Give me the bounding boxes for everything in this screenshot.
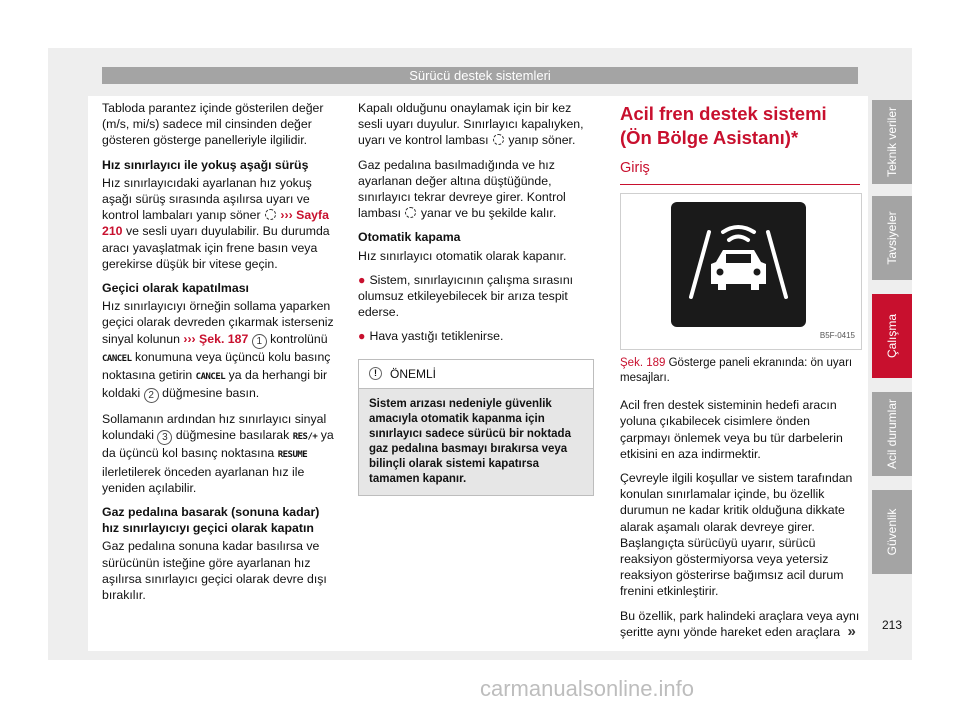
- section-header: Sürücü destek sistemleri: [102, 67, 858, 84]
- heading-temporary-off: Geçici olarak kapatılması: [102, 281, 249, 296]
- column-middle: [358, 100, 594, 496]
- speed-limiter-warning-icon: [493, 134, 504, 145]
- figure-code: B5F-0415: [819, 331, 855, 340]
- subsection-title: Giriş: [620, 160, 860, 185]
- paragraph: Sollamanın ardından hız sınırlayıcı sinyal kolundaki 3 düğmesine basılarak RES/+ ya da üçüncü kol basınç noktasına RESUME ilerletilerek önceden ayarlanan hız ile yeniden açılabilir.: [102, 412, 334, 495]
- tab-calisma[interactable]: Çalışma: [872, 294, 912, 378]
- column-left: [102, 100, 338, 611]
- section-title: Acil fren destek sistemi (Ön Bölge Asistanı)*: [620, 103, 827, 148]
- bullet-icon: ●: [358, 272, 366, 287]
- watermark: carmanualsonline.info: [480, 676, 695, 701]
- tab-teknik-veriler[interactable]: Teknik veriler: [872, 100, 912, 184]
- speed-limiter-warning-icon: [265, 209, 276, 220]
- notice-body: Sistem arızası nedeniyle güvenlik amacıyla otomatik kapanma için sınırlayıcı sadece sürücü bir noktada gaz pedalına basmayı bırakırsa veya bilinçli olarak sistemi kapatırsa tamamen kapanır.: [359, 389, 593, 495]
- paragraph: Hız sınırlayıcıyı örneğin sollama yaparken geçici olarak devreden çıkarmak isterseniz sinyal kolunun ››› Şek. 187 1 kontrolünü CANCEL konumuna veya üçüncü kolu basınç noktasına getirin CANCEL ya da herhangi bir koldaki 2 düğmesine basın.: [102, 299, 334, 402]
- tab-acil-durumlar[interactable]: Acil durumlar: [872, 392, 912, 476]
- figure-reference-link[interactable]: ››› Şek. 187: [183, 331, 249, 346]
- notice-header: [359, 360, 593, 389]
- exclamation-icon: !: [369, 367, 382, 380]
- callout-number: 3: [157, 430, 172, 445]
- callout-number: 2: [144, 388, 159, 403]
- paragraph: Kapalı olduğunu onaylamak için bir kez sesli uyarı duyulur. Sınırlayıcı kapalıyken, uyarı ve kontrol lambası yanıp söner.: [358, 101, 584, 148]
- page-reference-link[interactable]: ››› Sayfa 210: [102, 208, 329, 239]
- figure-189: [620, 193, 862, 350]
- key-label-res: RES/+: [292, 432, 318, 443]
- paragraph: Acil fren destek sisteminin hedefi aracın yoluna çıkabilecek cisimlere önden çarpmayı önlemek veya bu tür darbelerin etkisini en aza indirmektir.: [620, 398, 843, 461]
- callout-number: 1: [252, 334, 267, 349]
- heading-auto-off: Otomatik kapama: [358, 230, 461, 245]
- notice-box: [358, 359, 594, 496]
- column-right: [620, 100, 860, 648]
- tab-guvenlik[interactable]: Güvenlik: [872, 490, 912, 574]
- list-item: ● Sistem, sınırlayıcının çalışma sırasını olumsuz etkileyebilecek bir arıza tespit ederse.: [358, 272, 574, 320]
- page-number: 213: [881, 618, 902, 632]
- bullet-icon: ●: [358, 329, 366, 344]
- key-label-cancel: CANCEL: [195, 371, 226, 382]
- paragraph: Bu özellik, park halindeki araçlara veya aynı şeritte aynı yönde hareket eden araçlara »: [620, 608, 860, 640]
- tab-tavsiyeler[interactable]: Tavsiyeler: [872, 196, 912, 280]
- instrument-display: [671, 202, 806, 327]
- paragraph: Tabloda parantez içinde gösterilen değer (m/s, mi/s) sadece mil cinsinden değer gösteren gösterge panelleriyle ilgilidir.: [102, 101, 324, 148]
- figure-caption: Şek. 189 Gösterge paneli ekranında: ön uyarı mesajları.: [620, 357, 853, 384]
- paragraph: Çevreyle ilgili koşullar ve sistem tarafından konulan sınırlamalar içinde, bu özellik durumun ne kadar kritik olduğuna dikkate alarak aşamalı olarak devreye girer. Başlangıçta sürücüyü uyarır, sürücü reaksiyon göstermiyorsa veya yetersiz reaksiyon gösterirse bağımsız acil durum frenini etkinleştirir.: [620, 471, 853, 599]
- key-label-resume: RESUME: [277, 450, 308, 461]
- key-label-cancel: CANCEL: [102, 353, 132, 364]
- continue-arrow-icon: »: [847, 622, 856, 640]
- notice-title: ÖNEMLİ: [390, 366, 437, 381]
- speed-limiter-warning-icon: [405, 207, 416, 218]
- paragraph: Gaz pedalına basılmadığında ve hız ayarlanan değer altına düştüğünde, sınırlayıcı tekrar devreye girer. Kontrol lambası yanar ve bu şekilde kalır.: [358, 157, 566, 221]
- heading-accelerator: Gaz pedalına basarak (sonuna kadar) hız sınırlayıcıyı geçici olarak kapatın: [102, 505, 320, 536]
- paragraph: Gaz pedalına sonuna kadar basılırsa ve sürücünün isteğine göre ayarlanan hız aşılırsa sınırlayıcı geçici olarak devre dışı bırakılır.: [102, 539, 327, 603]
- heading-downhill: Hız sınırlayıcı ile yokuş aşağı sürüş: [102, 157, 309, 172]
- paragraph: Hız sınırlayıcıdaki ayarlanan hız yokuş aşağı sürüş sırasında aşılırsa uyarı ve kontrol lambaları yanıp söner ››› Sayfa 210 ve sesli uyarı duyulabilir. Bu durumda aracı yavaşlatmak için frene basın veya gerekirse düşük bir vitese geçin.: [102, 175, 330, 271]
- paragraph: Hız sınırlayıcı otomatik olarak kapanır.: [358, 248, 567, 263]
- front-assist-car-icon: [671, 202, 806, 327]
- list-item: ● Hava yastığı tetiklenirse.: [358, 329, 504, 344]
